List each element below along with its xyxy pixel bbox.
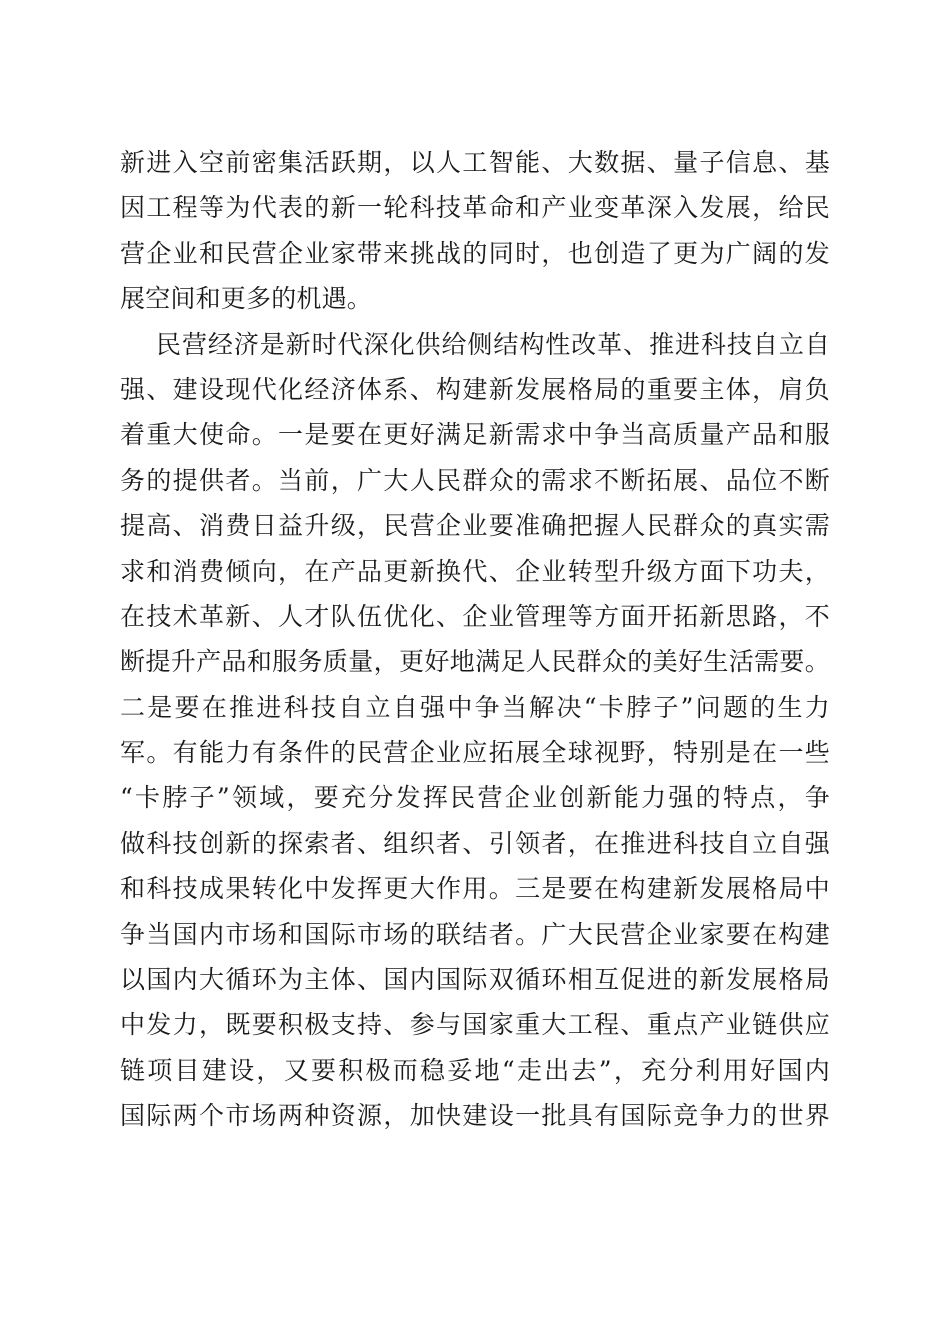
- text-line: 中发力，既要积极支持、参与国家重大工程、重点产业链供应: [120, 1010, 830, 1040]
- paragraph-1: [120, 140, 830, 322]
- text-line: 军。有能力有条件的民营企业应拓展全球视野，特别是在一些: [120, 738, 830, 768]
- body-text: [120, 140, 830, 1139]
- text-line: 和科技成果转化中发挥更大作用。三是要在构建新发展格局中: [120, 874, 830, 904]
- text-line: 国际两个市场两种资源，加快建设一批具有国际竞争力的世界: [120, 1101, 830, 1131]
- text-line: 营企业和民营企业家带来挑战的同时，也创造了更为广阔的发: [120, 238, 830, 268]
- text-line: 强、建设现代化经济体系、构建新发展格局的重要主体，肩负: [120, 374, 830, 404]
- text-line: 二是要在推进科技自立自强中争当解决“卡脖子”问题的生力: [120, 692, 830, 722]
- text-line: 民营经济是新时代深化供给侧结构性改革、推进科技自立自: [156, 329, 830, 359]
- text-line: 争当国内市场和国际市场的联结者。广大民营企业家要在构建: [120, 919, 830, 949]
- text-line: 做科技创新的探索者、组织者、引领者，在推进科技自立自强: [120, 828, 830, 858]
- paragraph-2: [120, 322, 830, 1139]
- text-line: 着重大使命。一是要在更好满足新需求中争当高质量产品和服: [120, 420, 830, 450]
- text-line: 断提升产品和服务质量，更好地满足人民群众的美好生活需要。: [120, 647, 830, 677]
- text-line: 务的提供者。当前，广大人民群众的需求不断拓展、品位不断: [120, 465, 830, 495]
- text-line: 链项目建设，又要积极而稳妥地“走出去”，充分利用好国内: [120, 1055, 830, 1085]
- text-line: 在技术革新、人才队伍优化、企业管理等方面开拓新思路，不: [120, 601, 830, 631]
- text-line: 提高、消费日益升级，民营企业要准确把握人民群众的真实需: [120, 511, 830, 541]
- text-line: 因工程等为代表的新一轮科技革命和产业变革深入发展，给民: [120, 193, 830, 223]
- text-line: 新进入空前密集活跃期，以人工智能、大数据、量子信息、基: [120, 148, 830, 177]
- text-line: 展空间和更多的机遇。: [120, 284, 373, 314]
- text-line: 求和消费倾向，在产品更新换代、企业转型升级方面下功夫，: [120, 556, 830, 586]
- text-line: “卡脖子”领域，要充分发挥民营企业创新能力强的特点，争: [120, 783, 830, 813]
- text-line: 以国内大循环为主体、国内国际双循环相互促进的新发展格局: [120, 965, 830, 995]
